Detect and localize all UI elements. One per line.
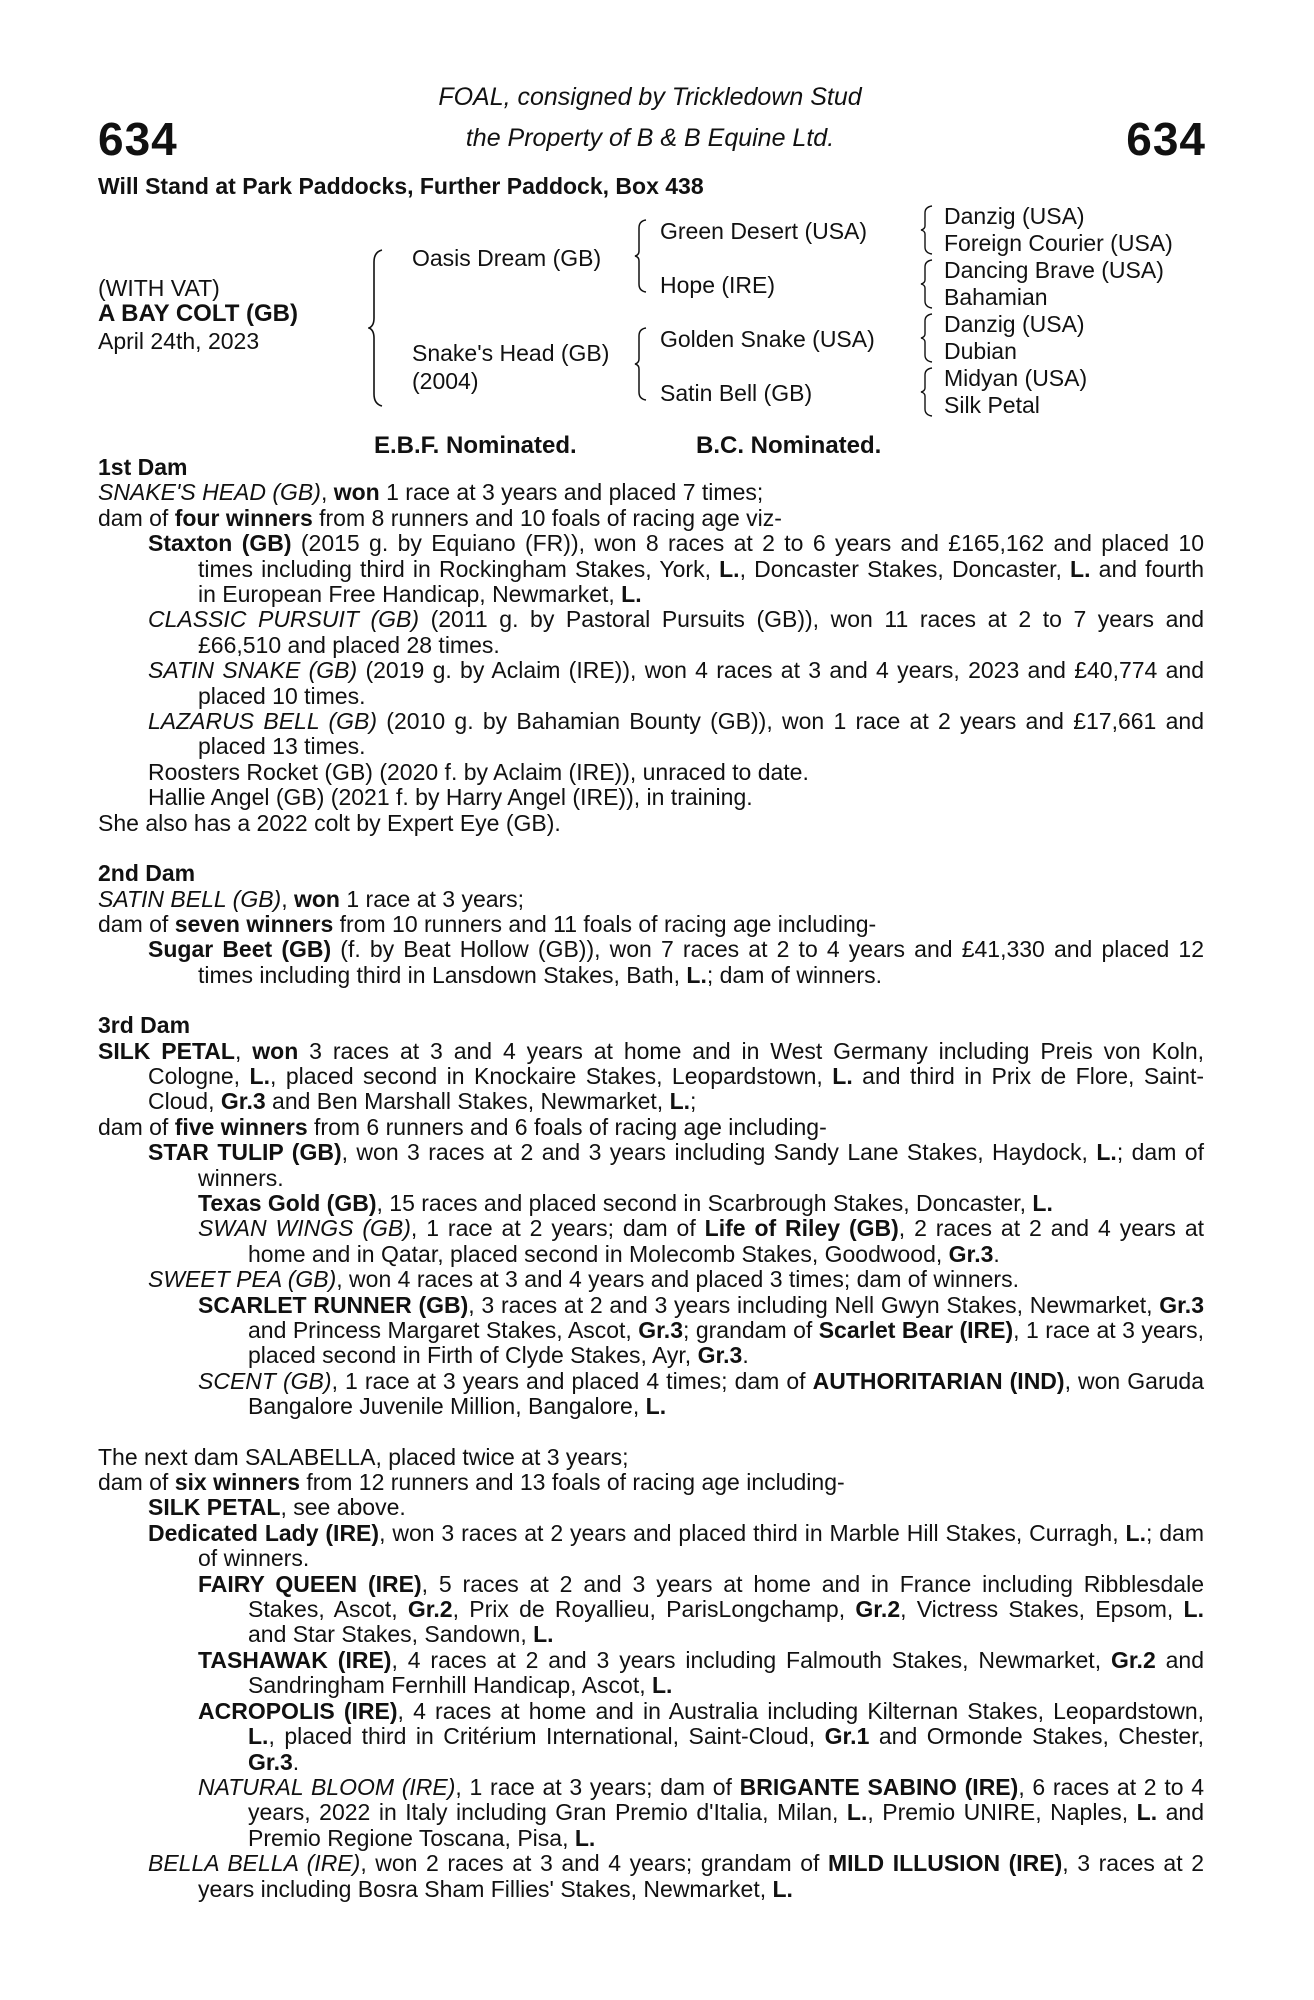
gen3-brace-3 — [920, 312, 934, 364]
first-dam-summary: dam of four winners from 8 runners and 10 foals of racing age viz- — [98, 504, 782, 531]
dam-brace — [634, 326, 648, 402]
sire-dam: Hope (IRE) — [660, 272, 776, 298]
gen3-8: Silk Petal — [944, 392, 1040, 418]
first-dam-heading: 1st Dam — [98, 454, 188, 480]
gen3-5: Danzig (USA) — [944, 311, 1085, 337]
lot-number-right: 634 — [1126, 113, 1206, 165]
gen3-1: Danzig (USA) — [944, 203, 1085, 229]
third-dam-summary: dam of five winners from 6 runners and 6 foals of racing age including- — [98, 1113, 827, 1140]
dam: Snake's Head (GB) — [412, 340, 610, 366]
horse-name: A BAY COLT (GB) — [98, 300, 299, 327]
sire: Oasis Dream (GB) — [412, 245, 602, 271]
gen3-2: Foreign Courier (USA) — [944, 230, 1173, 256]
produce-entry: Roosters Rocket (GB) (2020 f. by Aclaim (IRE)), unraced to date. — [148, 758, 809, 785]
pedigree-brace — [368, 248, 384, 408]
gen3-7: Midyan (USA) — [944, 365, 1088, 391]
gen3-brace-4 — [920, 366, 934, 418]
produce-entry: SILK PETAL, see above. — [148, 1494, 406, 1521]
produce-entry: SWAN WINGS (GB), 1 race at 2 years; dam of Life of Riley (GB), 2 races at 2 and 4 years at home and in Qatar, placed second in Molecomb Stakes, Goodwood, Gr.3. — [198, 1215, 1205, 1267]
produce-entry: SWEET PEA (GB), won 4 races at 3 and 4 years and placed 3 times; dam of winners. — [148, 1266, 1019, 1293]
produce-entry: Sugar Beet (GB) (f. by Beat Hollow (GB)), won 7 races at 2 to 4 years and £41,330 and placed 12 times including third in Lansdown Stakes, Bath, L.; dam of winners. — [148, 936, 1204, 988]
produce-record — [98, 455, 1204, 1902]
produce-entry: SCENT (GB), 1 race at 3 years and placed 4 times; dam of AUTHORITARIAN (IND), won Garuda Bangalore Juvenile Million, Bangalore, L. — [198, 1367, 1204, 1420]
next-dam-intro: The next dam SALABELLA, placed twice at 3 years; — [98, 1443, 629, 1470]
horse-vat: (WITH VAT) — [98, 275, 220, 301]
produce-entry: Hallie Angel (GB) (2021 f. by Harry Angel (IRE)), in training. — [148, 784, 753, 811]
produce-entry: BELLA BELLA (IRE), won 2 races at 3 and 4 years; grandam of MILD ILLUSION (IRE), 3 races at 2 years including Bosra Sham Fillies' Stakes, Newmarket, L. — [148, 1850, 1204, 1902]
produce-entry: Texas Gold (GB), 15 races and placed second in Scarbrough Stakes, Doncaster, L. — [198, 1189, 1053, 1216]
consignment-line-1: FOAL, consigned by Trickledown Stud — [438, 83, 862, 111]
first-dam-intro: SNAKE'S HEAD (GB), won 1 race at 3 years and placed 7 times; — [98, 479, 764, 506]
third-dam-intro: SILK PETAL, won 3 races at 3 and 4 years at home and in West Germany including Preis von Koln, Cologne, L., placed second in Knockaire Stakes, Leopardstown, L. and third in Prix de Flore, Saint-Cloud, Gr.3 and Ben Marshall Stakes, Newmarket, L.; — [98, 1037, 1204, 1115]
gen3-6: Dubian — [944, 338, 1017, 364]
produce-entry: Dedicated Lady (IRE), won 3 races at 2 years and placed third in Marble Hill Stakes, Curragh, L.; dam of winners. — [148, 1519, 1204, 1572]
dam-dam: Satin Bell (GB) — [660, 380, 813, 406]
produce-entry: SCARLET RUNNER (GB), 3 races at 2 and 3 years including Nell Gwyn Stakes, Newmarket, Gr.3 and Princess Margaret Stakes, Ascot, Gr.3; grandam of Scarlet Bear (IRE), 1 race at 3 years, placed second in Firth of Clyde Stakes, Ayr, Gr.3. — [198, 1291, 1204, 1369]
stand-location: Will Stand at Park Paddocks, Further Paddock, Box 438 — [98, 173, 704, 199]
gen3-4: Bahamian — [944, 284, 1048, 310]
gen3-brace-1 — [920, 204, 934, 256]
horse-foaled: April 24th, 2023 — [98, 328, 260, 354]
produce-entry: SATIN SNAKE (GB) (2019 g. by Aclaim (IRE)), won 4 races at 3 and 4 years, 2023 and £40,774 and placed 10 times. — [148, 657, 1205, 709]
ebf-nominated: E.B.F. Nominated. — [374, 432, 577, 459]
second-dam-intro: SATIN BELL (GB), won 1 race at 3 years; — [98, 885, 525, 912]
produce-entry: ACROPOLIS (IRE), 4 races at home and in Australia including Kilternan Stakes, Leopardstown, L., placed third in Critérium International, Saint-Cloud, Gr.1 and Ormonde Stakes, Chester, Gr.3. — [198, 1697, 1204, 1775]
produce-entry: LAZARUS BELL (GB) (2010 g. by Bahamian Bounty (GB)), won 1 race at 2 years and £17,661 and placed 13 times. — [148, 708, 1204, 760]
consignment-line-2: the Property of B & B Equine Ltd. — [465, 124, 835, 152]
produce-entry: TASHAWAK (IRE), 4 races at 2 and 3 years including Falmouth Stakes, Newmarket, Gr.2 and Sandringham Fernhill Handicap, Ascot, L. — [198, 1646, 1205, 1699]
dam-sire: Golden Snake (USA) — [660, 326, 875, 352]
next-dam-summary: dam of six winners from 12 runners and 13 foals of racing age including- — [98, 1469, 845, 1496]
bc-nominated: B.C. Nominated. — [696, 432, 882, 459]
produce-entry: CLASSIC PURSUIT (GB) (2011 g. by Pastoral Pursuits (GB)), won 11 races at 2 to 7 years and £66,510 and placed 28 times. — [148, 606, 1204, 658]
lot-number-left: 634 — [98, 113, 178, 165]
third-dam-heading: 3rd Dam — [98, 1012, 191, 1039]
sire-brace — [634, 218, 648, 294]
produce-entry: FAIRY QUEEN (IRE), 5 races at 2 and 3 years at home and in France including Ribblesdale Stakes, Ascot, Gr.2, Prix de Royallieu, ParisLongchamp, Gr.2, Victress Stakes, Epsom, L. and Star Stakes, Sandown, L. — [198, 1570, 1204, 1648]
gen3-3: Dancing Brave (USA) — [944, 257, 1164, 283]
second-dam-summary: dam of seven winners from 10 runners and 11 foals of racing age including- — [98, 910, 877, 937]
produce-note: She also has a 2022 colt by Expert Eye (GB). — [98, 809, 561, 836]
second-dam-heading: 2nd Dam — [98, 860, 196, 887]
gen3-brace-2 — [920, 258, 934, 310]
sire-sire: Green Desert (USA) — [660, 218, 868, 244]
produce-entry: Staxton (GB) (2015 g. by Equiano (FR)), won 8 races at 2 to 6 years and £165,162 and placed 10 times including third in Rockingham Stakes, York, L., Doncaster Stakes, Doncaster, L. and fourth in European Free Handicap, Newmarket, L. — [148, 530, 1204, 608]
dam-year: (2004) — [412, 368, 479, 394]
produce-entry: STAR TULIP (GB), won 3 races at 2 and 3 years including Sandy Lane Stakes, Haydock, L.; dam of winners. — [148, 1139, 1204, 1191]
produce-entry: NATURAL BLOOM (IRE), 1 race at 3 years; dam of BRIGANTE SABINO (IRE), 6 races at 2 to 4 years, 2022 in Italy including Gran Premio d'Italia, Milan, L., Premio UNIRE, Naples, L. and Premio Regione Toscana, Pisa, L. — [198, 1773, 1205, 1851]
